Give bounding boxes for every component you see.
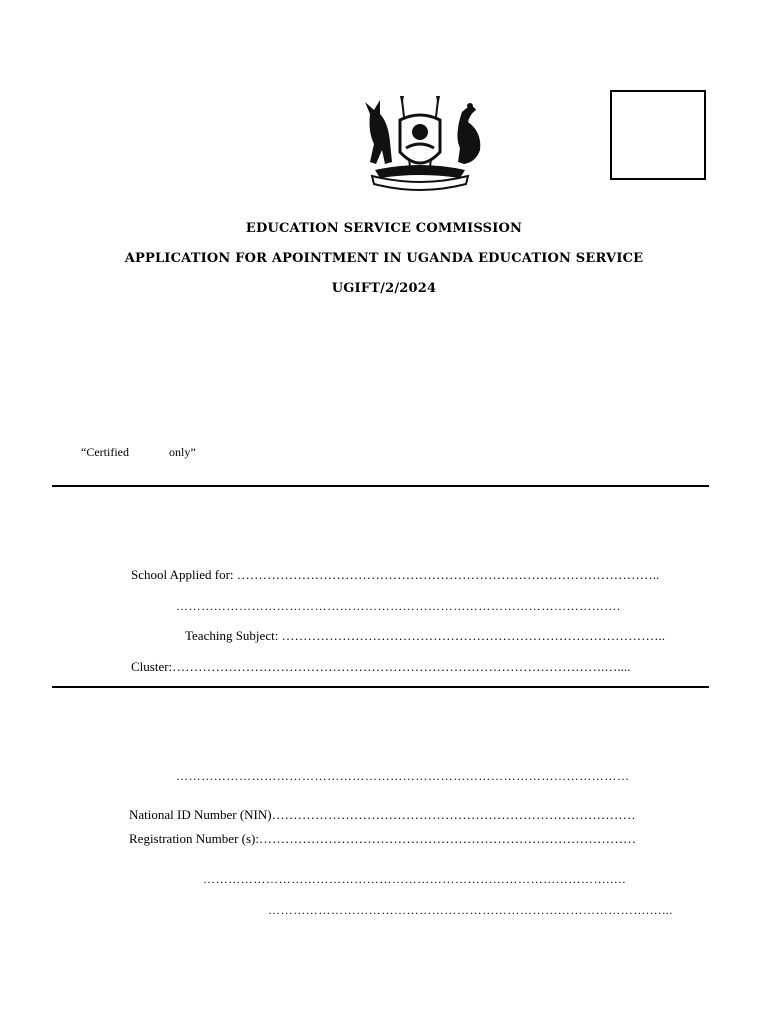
school-applied-continuation[interactable]: ……………………………………………………………………………………………. bbox=[176, 599, 621, 613]
section-divider-top bbox=[52, 485, 709, 487]
passport-photo-box bbox=[610, 90, 706, 180]
national-id-field[interactable]: National ID Number (NIN)………………………………………………………………………… bbox=[129, 807, 636, 822]
certified-note-right: only” bbox=[169, 445, 196, 459]
coat-of-arms-emblem bbox=[330, 92, 510, 202]
blank-line-1[interactable]: ……………………………………………………………………………………………… bbox=[176, 769, 630, 783]
commission-title: EDUCATION SERVICE COMMISSION bbox=[245, 221, 523, 236]
section-divider-bottom bbox=[52, 686, 709, 688]
application-title: APPLICATION FOR APOINTMENT IN UGANDA EDUCATION SERVICE bbox=[124, 251, 644, 266]
cluster-field[interactable]: Cluster:……………………………………………………………………………………….….... bbox=[131, 659, 631, 674]
blank-line-2[interactable]: …………………………………………………………………………………….…. bbox=[203, 872, 626, 886]
certified-note-left: “Certified bbox=[81, 445, 129, 459]
school-applied-field[interactable]: School Applied for: …………………………………………………………………………………….. bbox=[131, 567, 660, 582]
blank-line-3[interactable]: ……………………………………………………………………………….…... bbox=[268, 903, 673, 917]
reference-code: UGIFT/2/2024 bbox=[331, 281, 437, 296]
teaching-subject-field[interactable]: Teaching Subject: …………………………………………………………………………….. bbox=[185, 628, 666, 643]
registration-number-field[interactable]: Registration Number (s):…………………………………………………………………………… bbox=[129, 831, 636, 846]
